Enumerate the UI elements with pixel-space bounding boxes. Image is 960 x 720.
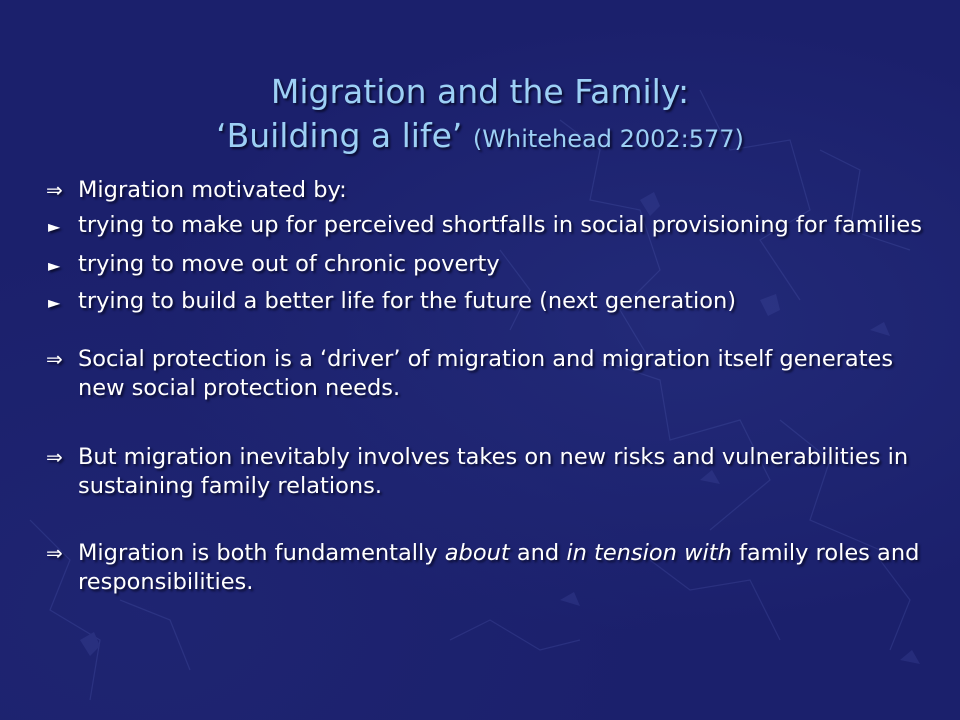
title-main: ‘Building a life’ [216, 116, 463, 155]
bullet-text: Migration motivated by: [78, 177, 347, 203]
bullet-text: trying to build a better life for the future (next generation) [78, 288, 737, 314]
triangle-bullet-icon: ► [48, 293, 61, 312]
title-citation: (Whitehead 2002:577) [472, 125, 744, 153]
bullet-text-part: and [509, 540, 567, 566]
bullet-text-part: family roles and responsibilities. [78, 540, 920, 595]
double-arrow-icon: ⇒ [46, 178, 63, 202]
bullet-text: trying to make up for perceived shortfalls in social provisioning for families [78, 212, 922, 238]
bullet-item [46, 345, 926, 403]
bullet-item [46, 250, 926, 279]
bullet-text: But migration inevitably involves takes on new risks and vulnerabilities in sustaining family relations. [78, 444, 909, 499]
bullet-text-emphasis: in tension with [566, 540, 732, 566]
double-arrow-icon: ⇒ [46, 541, 63, 565]
bullet-item [46, 287, 926, 316]
bullet-text: Social protection is a ‘driver’ of migration and migration itself generates new social protection needs. [78, 346, 894, 401]
bullet-item [46, 443, 926, 501]
slide-title [40, 70, 920, 161]
bullet-item [46, 176, 926, 205]
triangle-bullet-icon: ► [48, 217, 61, 236]
bullet-text-part: Migration is both fundamentally [78, 540, 445, 566]
bullet-text [78, 540, 919, 595]
title-line-2 [40, 114, 920, 161]
bullet-list [46, 176, 926, 597]
bullet-text: trying to move out of chronic poverty [78, 251, 500, 277]
double-arrow-icon: ⇒ [46, 445, 63, 469]
double-arrow-icon: ⇒ [46, 347, 63, 371]
title-line-1: Migration and the Family: [270, 72, 690, 111]
bullet-item [46, 211, 926, 240]
bullet-text-emphasis: about [444, 540, 510, 566]
bullet-item [46, 539, 926, 597]
triangle-bullet-icon: ► [48, 256, 61, 275]
